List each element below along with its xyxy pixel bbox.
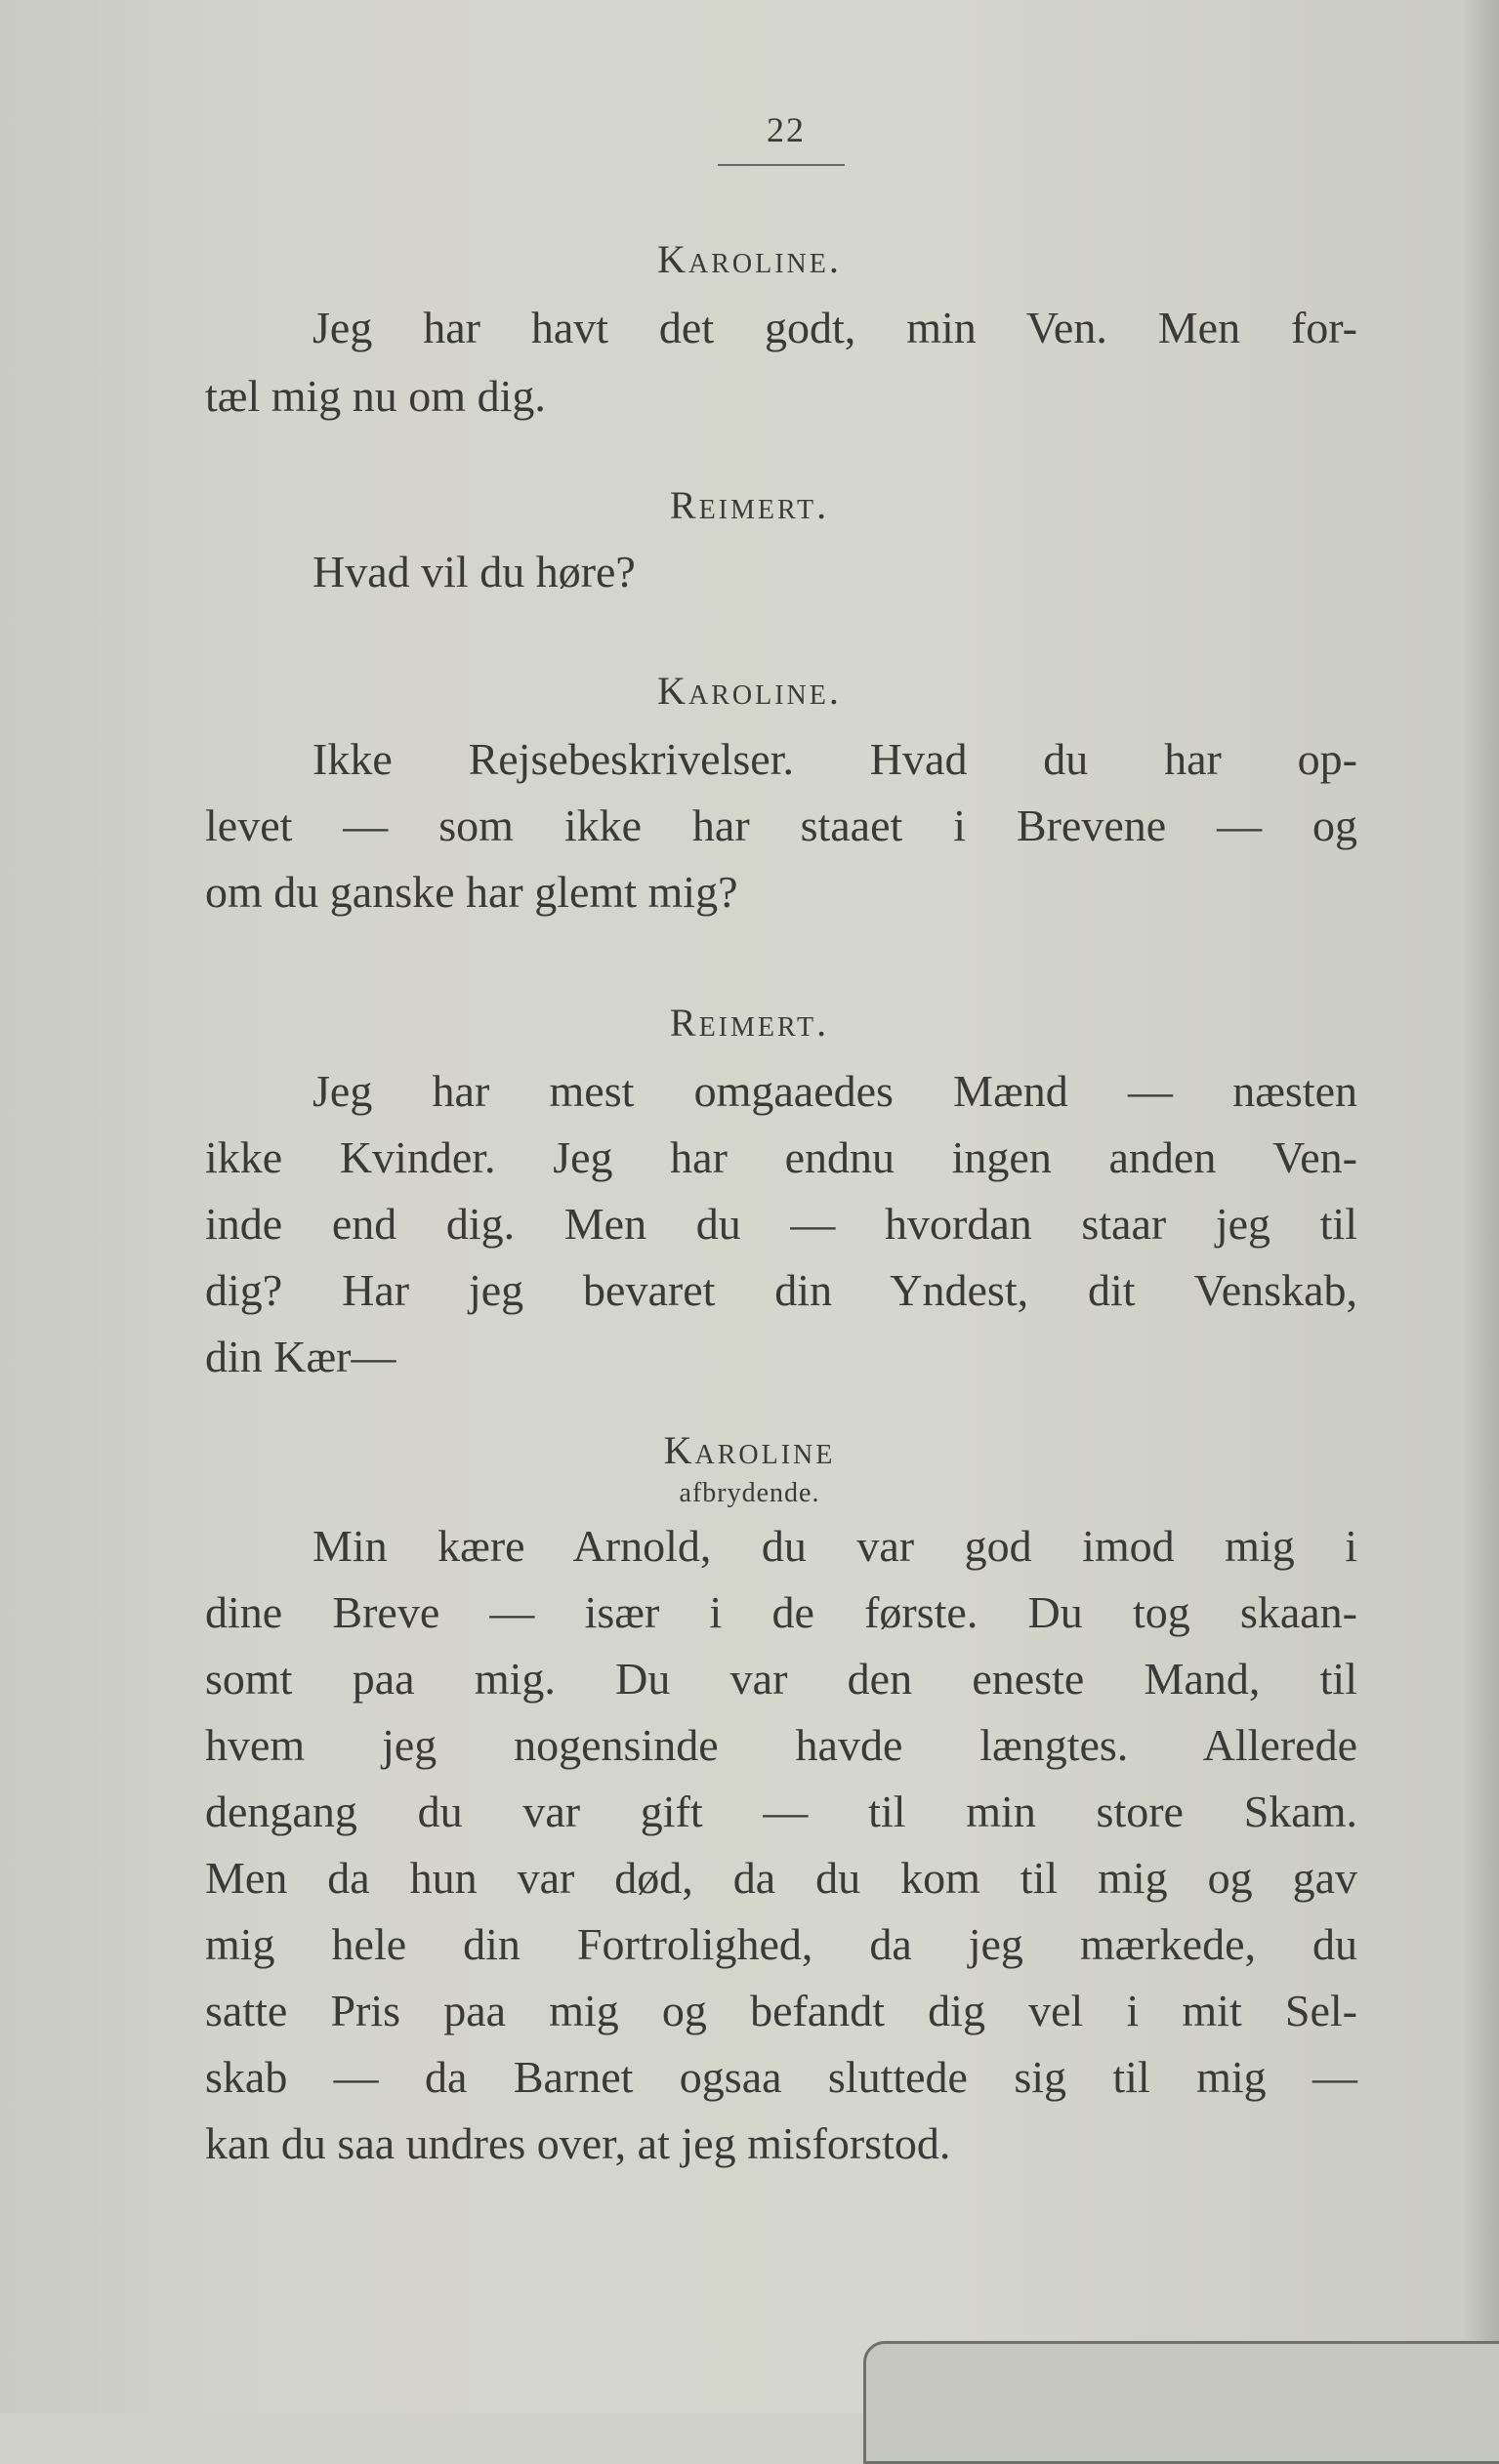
dialogue-line: din Kær— [205,1332,396,1381]
dialogue-line: levet — som ikke har staaet i Brevene — og [205,801,1357,850]
dialogue-line: Hvad vil du høre? [312,547,636,596]
page-number-rule [718,164,845,166]
page-corner-tab [863,2341,1499,2464]
speaker-name: Karoline. [657,237,842,281]
dialogue-line: Jeg har havt det godt, min Ven. Men for- [312,303,1357,352]
dialogue-line: dine Breve — især i de første. Du tog skaan- [205,1587,1357,1637]
dialogue-line: tæl mig nu om dig. [205,371,546,421]
dialogue-line: Jeg har mest omgaaedes Mænd — næsten [312,1066,1357,1116]
page-number: 22 [767,110,806,149]
dialogue-line: om du ganske har glemt mig? [205,867,738,917]
dialogue-line: somt paa mig. Du var den eneste Mand, til [205,1654,1357,1704]
stage-direction: afbrydende. [679,1478,820,1508]
dialogue-line: skab — da Barnet ogsaa sluttede sig til mig — [205,2052,1357,2102]
dialogue-line: kan du saa undres over, at jeg misforstod. [205,2118,951,2168]
speaker-name: Karoline. [657,669,842,713]
dialogue-line: dengang du var gift — til min store Skam. [205,1786,1357,1836]
page-edge-shadow [1462,0,1499,2413]
speaker-name: Karoline [663,1428,836,1472]
speaker-name: Reimert. [669,483,830,527]
dialogue-line: dig? Har jeg bevaret din Yndest, dit Venskab, [205,1265,1357,1315]
dialogue-line: Ikke Rejsebeskrivelser. Hvad du har op- [312,734,1357,784]
speaker-name: Reimert. [669,1001,830,1045]
dialogue-line: inde end dig. Men du — hvordan staar jeg til [205,1199,1357,1249]
dialogue-line: Men da hun var død, da du kom til mig og gav [205,1853,1357,1903]
dialogue-line: satte Pris paa mig og befandt dig vel i mit Sel- [205,1986,1357,2035]
dialogue-line: ikke Kvinder. Jeg har endnu ingen anden Ven- [205,1132,1357,1182]
dialogue-line: Min kære Arnold, du var god imod mig i [312,1521,1357,1571]
dialogue-line: hvem jeg nogensinde havde længtes. Allerede [205,1720,1357,1770]
dialogue-line: mig hele din Fortrolighed, da jeg mærkede, du [205,1919,1357,1969]
